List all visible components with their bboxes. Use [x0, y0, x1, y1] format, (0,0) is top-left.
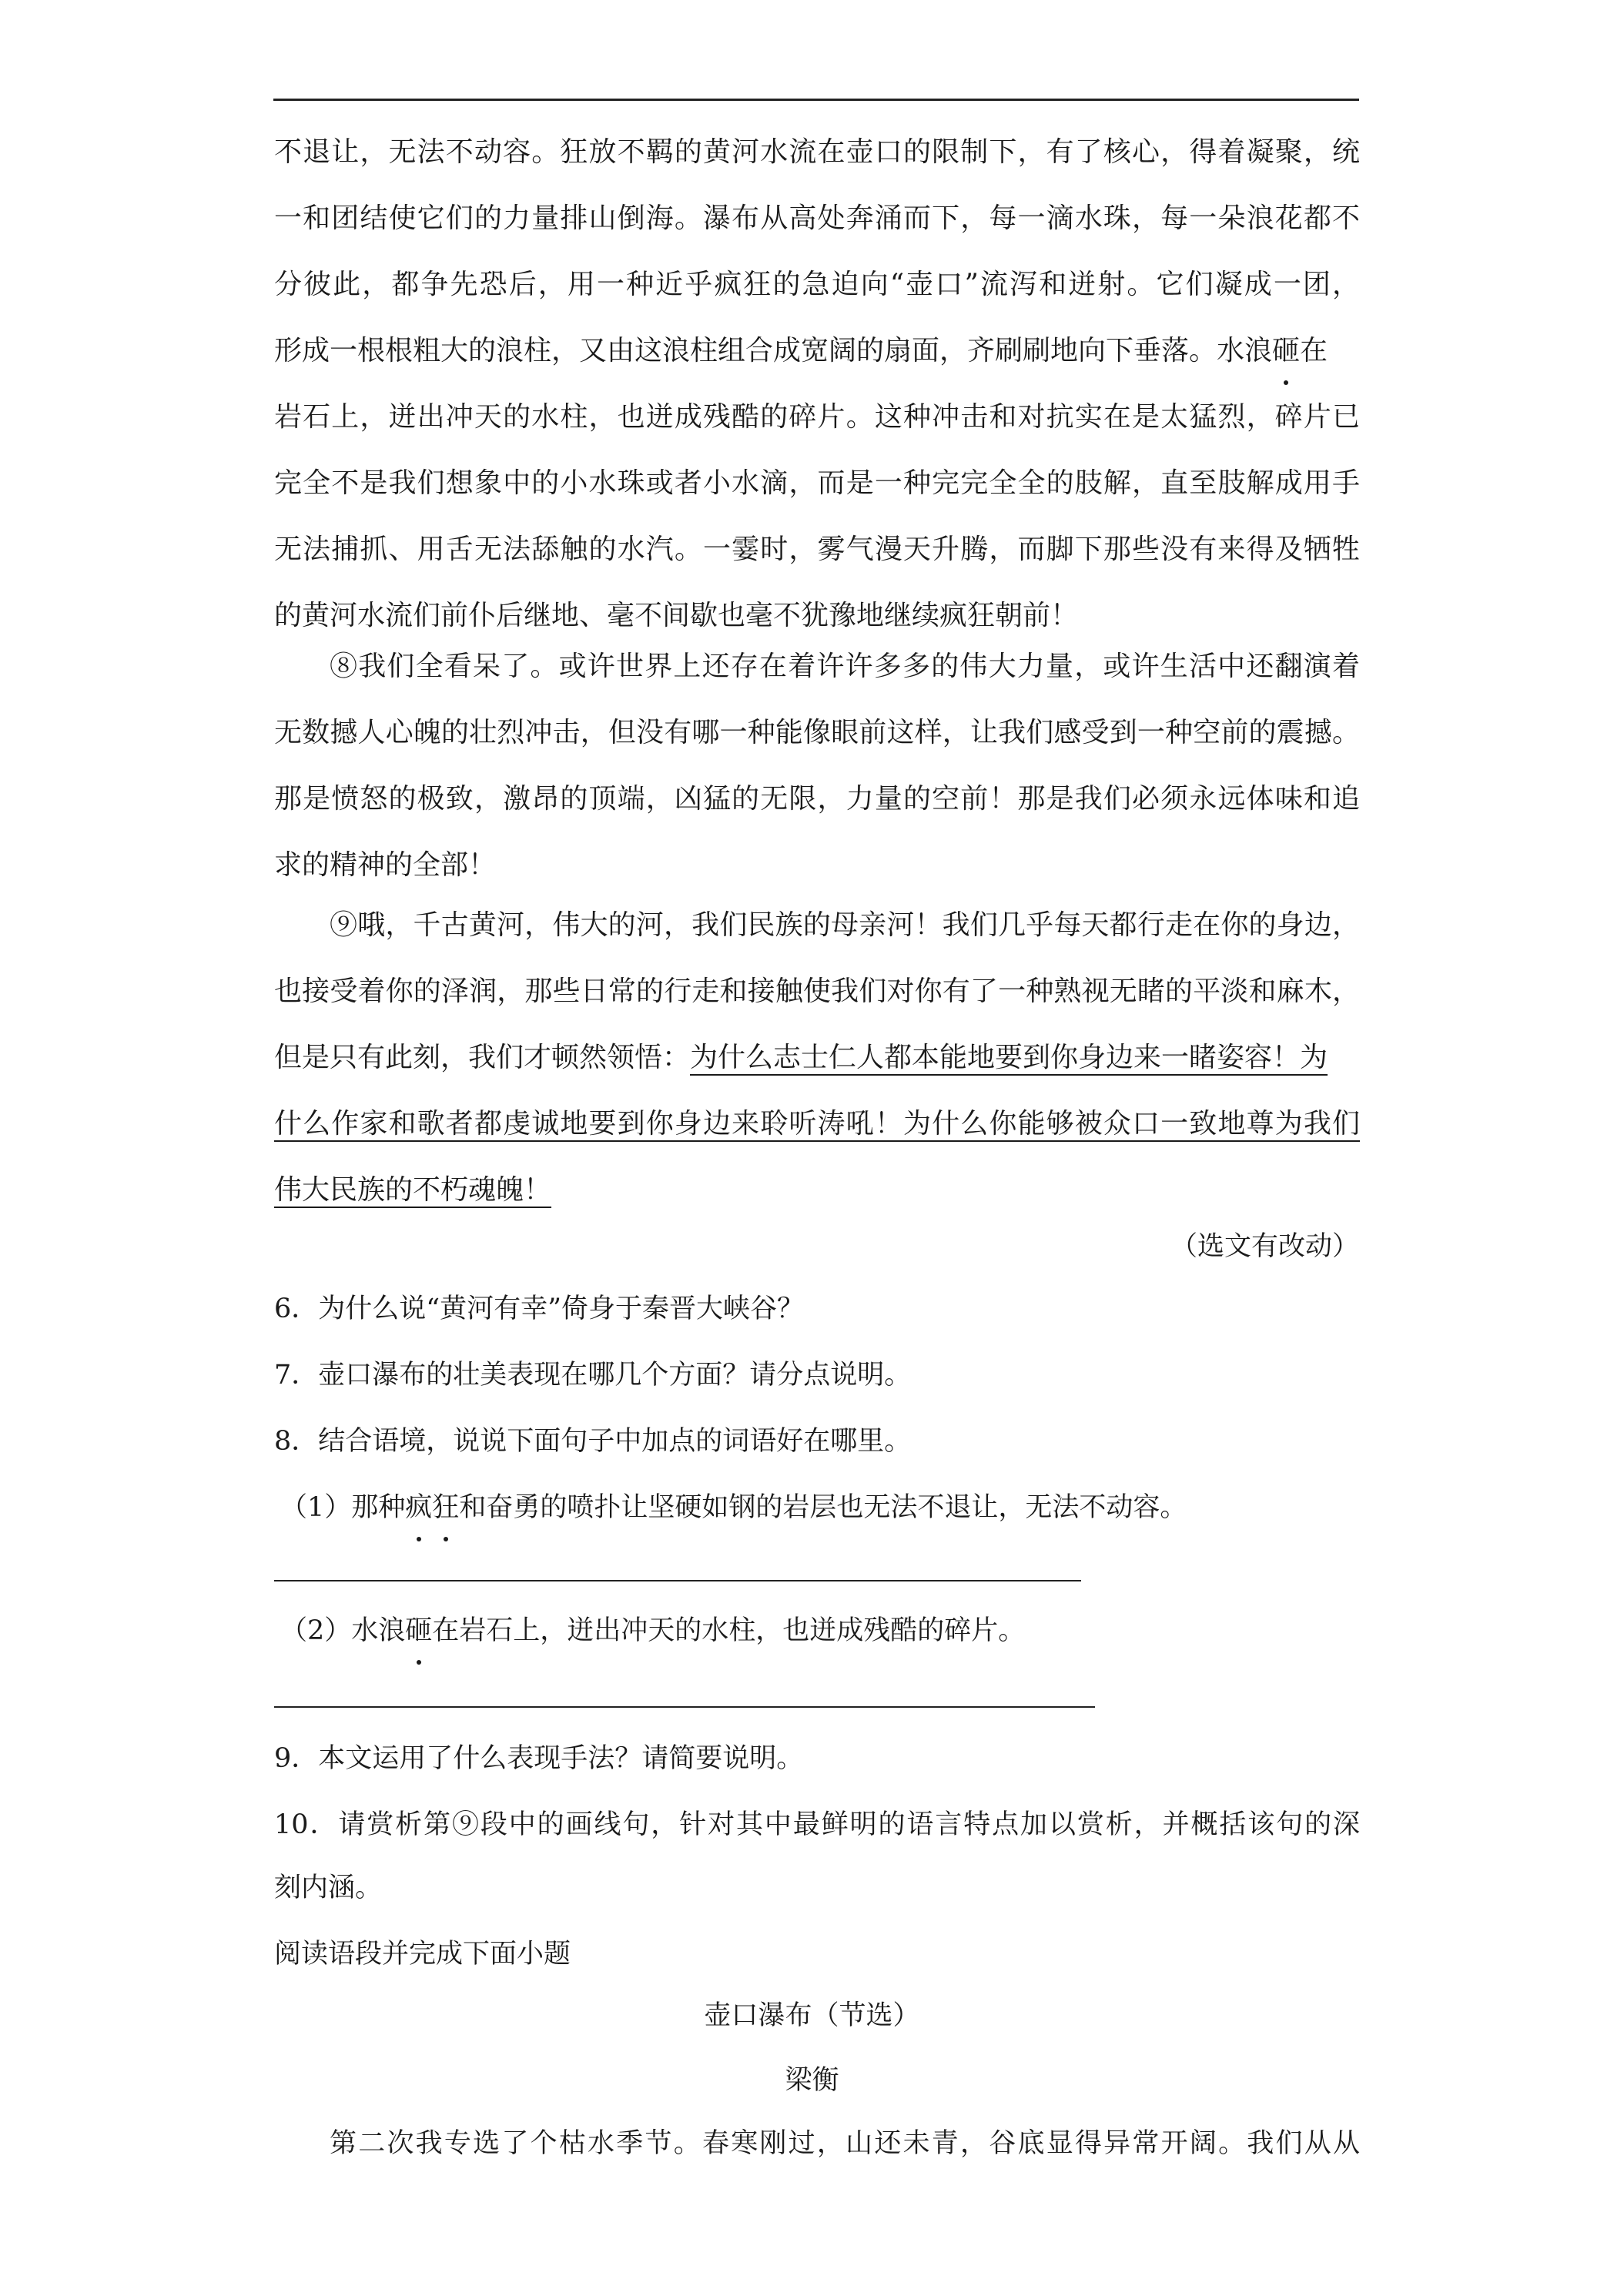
passage-line-dotted: [274, 328, 1360, 374]
source-note: （选文有改动）: [1170, 1231, 1360, 1262]
top-rule: [273, 99, 1359, 101]
passage-line: 岩石上，迸出冲天的水柱，也迸成残酷的碎片。这种冲击和对抗实在是太猛烈，碎片已: [274, 401, 1360, 433]
passage-line: 一和团结使它们的力量排山倒海。瀑布从高处奔涌而下，每一滴水珠，每一朵浪花都不: [274, 202, 1360, 234]
q8-2-suffix: 在岩石上，迸出冲天的水柱，也迸成残酷的碎片。: [432, 1615, 1026, 1646]
passage-line: ⑨哦，千古黄河，伟大的河，我们民族的母亲河！我们几乎每天都行走在你的身边，: [330, 909, 1360, 941]
passage-line-tail: 在: [1300, 335, 1328, 366]
passage-line: ⑧我们全看呆了。或许世界上还存在着许许多多的伟大力量，或许生活中还翻演着: [330, 651, 1360, 682]
section-first-line: 第二次我专选了个枯水季节。春寒刚过，山还未青，谷底显得异常开阔。我们从从: [330, 2128, 1360, 2159]
underlined-sentence: 伟大民族的不朽魂魄！: [274, 1174, 552, 1206]
passage-line: 无数撼人心魄的壮烈冲击，但没有哪一种能像眼前这样，让我们感受到一种空前的震撼。: [274, 717, 1360, 748]
question-6: 6．为什么说“黄河有幸”倚身于秦晋大峡谷？: [274, 1294, 805, 1324]
passage-line: 那是愤怒的极致，激昂的顶端，凶猛的无限，力量的空前！那是我们必须永远体味和追: [274, 783, 1360, 815]
emphasis-dotted-char: 砸: [405, 1608, 432, 1654]
question-7: 7．壶口瀑布的壮美表现在哪几个方面？请分点说明。: [274, 1360, 912, 1391]
emphasis-dotted-char: 狂: [432, 1484, 459, 1531]
passage-line: 完全不是我们想象中的小水珠或者小水滴，而是一种完完全全的肢解，直至肢解成用手: [274, 467, 1360, 499]
question-9: 9．本文运用了什么表现手法？请简要说明。: [274, 1743, 804, 1774]
passage-line-mixed: [274, 1035, 1360, 1081]
q8-1-prefix: （1）那种: [280, 1492, 406, 1523]
question-10-cont: 刻内涵。: [274, 1873, 383, 1903]
answer-line[interactable]: [274, 1580, 1081, 1581]
question-8-2: [280, 1608, 1025, 1654]
section-title: 壶口瀑布（节选）: [704, 2000, 920, 2031]
passage-line: 也接受着你的泽润，那些日常的行走和接触使我们对你有了一种熟视无睹的平淡和麻木，: [274, 976, 1360, 1007]
answer-line[interactable]: [274, 1706, 1095, 1708]
emphasis-dotted-char: 疯: [405, 1484, 432, 1531]
question-8-1: [280, 1484, 1187, 1531]
passage-line: 的黄河水流们前仆后继地、毫不间歇也毫不犹豫地继续疯狂朝前！: [274, 600, 1079, 631]
passage-line: 求的精神的全部！: [274, 849, 497, 881]
plain-text: 但是只有此刻，我们才顿然领悟：: [274, 1042, 691, 1073]
section-author: 梁衡: [785, 2065, 839, 2096]
underlined-sentence: 为什么志士仁人都本能地要到你身边来一睹姿容！为: [690, 1042, 1328, 1073]
passage-line: 分彼此，都争先恐后，用一种近乎疯狂的急迫向“壶口”流泻和迸射。它们凝成一团，: [274, 269, 1360, 300]
passage-line: 无法捕抓、用舌无法舔触的水汽。一霎时，雾气漫天升腾，而脚下那些没有来得及牺牲: [274, 534, 1360, 565]
question-8: 8．结合语境，说说下面句子中加点的词语好在哪里。: [274, 1426, 912, 1457]
section-instruction: 阅读语段并完成下面小题: [274, 1939, 571, 1970]
q8-2-prefix: （2）水浪: [280, 1615, 406, 1646]
passage-line: 不退让，无法不动容。狂放不羁的黄河水流在壶口的限制下，有了核心，得着凝聚，统: [274, 136, 1360, 168]
question-10: 10．请赏析第⑨段中的画线句，针对其中最鲜明的语言特点加以赏析，并概括该句的深: [274, 1809, 1360, 1840]
underlined-sentence: 什么作家和歌者都虔诚地要到你身边来聆听涛吼！为什么你能够被众口一致地尊为我们: [274, 1108, 1360, 1140]
q8-1-suffix: 和奋勇的喷扑让坚硬如钢的岩层也无法不退让，无法不动容。: [459, 1492, 1187, 1523]
passage-line-text: 形成一根根粗大的浪柱，又由这浪柱组合成宽阔的扇面，齐刷刷地向下垂落。水浪: [274, 335, 1273, 366]
emphasis-dotted-char: 砸: [1272, 328, 1300, 374]
